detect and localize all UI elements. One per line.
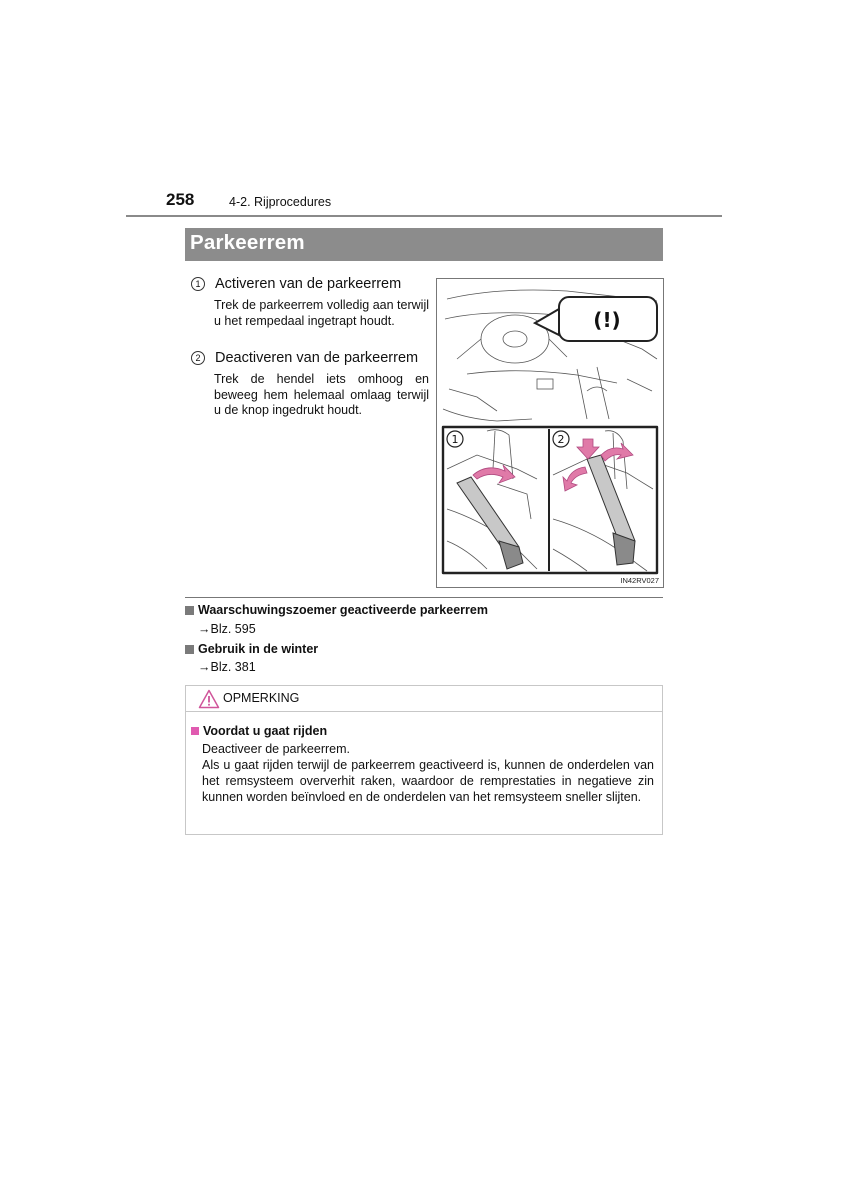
note-title: Gebruik in de winter xyxy=(198,642,319,656)
warning-callout xyxy=(535,297,657,341)
bullet-square-icon xyxy=(185,645,194,654)
panel-one-number: 1 xyxy=(451,433,459,446)
header-divider xyxy=(126,215,722,217)
detail-panels xyxy=(443,427,657,573)
panel-two-number: 2 xyxy=(557,433,565,446)
page-number: 258 xyxy=(166,190,195,209)
step-title: Activeren van de parkeerrem xyxy=(215,276,402,292)
section-header xyxy=(185,228,663,261)
brake-warning-symbol: (!) xyxy=(593,308,621,332)
step-number-marker: 1 xyxy=(191,277,205,291)
page-reference: →Blz. 381 xyxy=(198,660,256,674)
section-divider xyxy=(185,597,663,598)
bullet-square-icon xyxy=(191,727,199,735)
caution-line: Deactiveer de parkeerrem. xyxy=(202,742,350,756)
bullet-square-icon xyxy=(185,606,194,615)
caution-label: OPMERKING xyxy=(223,691,300,705)
step-deactivate xyxy=(191,350,429,419)
caution-body xyxy=(202,741,654,805)
step-description: Trek de parkeerrem volledig aan terwijl u het rempedaal ingetrapt houdt. xyxy=(214,298,429,328)
step-activate xyxy=(191,276,429,329)
page-reference: →Blz. 595 xyxy=(198,622,256,636)
step-number-marker: 2 xyxy=(191,351,205,365)
warning-triangle-icon xyxy=(198,689,220,709)
caution-header xyxy=(186,686,662,712)
section-title: Parkeerrem xyxy=(190,231,305,254)
illustration-code: IN42RV027 xyxy=(620,576,659,585)
note-heading xyxy=(185,642,318,656)
parking-brake-illustration xyxy=(436,278,664,588)
step-description: Trek de hendel iets omhoog en beweeg hem helemaal omlaag terwijl u de knop ingedrukt houdt. xyxy=(214,372,429,417)
step-title: Deactiveren van de parkeerrem xyxy=(215,350,419,366)
caution-box xyxy=(185,685,663,835)
caution-subheading xyxy=(191,724,327,738)
chapter-title: 4-2. Rijprocedures xyxy=(229,195,332,209)
note-heading xyxy=(185,603,488,617)
step-heading xyxy=(191,350,429,366)
caution-line: Als u gaat rijden terwijl de parkeerrem geactiveerd is, kunnen de onderdelen van het remsysteem oververhit raken, waardoor de remprestaties in negatieve zin kunnen worden beïnvloed en de onderdelen van het remsysteem sneller slijten. xyxy=(202,758,654,804)
step-heading xyxy=(191,276,429,292)
note-title: Waarschuwingszoemer geactiveerde parkeerrem xyxy=(198,603,488,617)
caution-subtitle: Voordat u gaat rijden xyxy=(203,724,328,738)
